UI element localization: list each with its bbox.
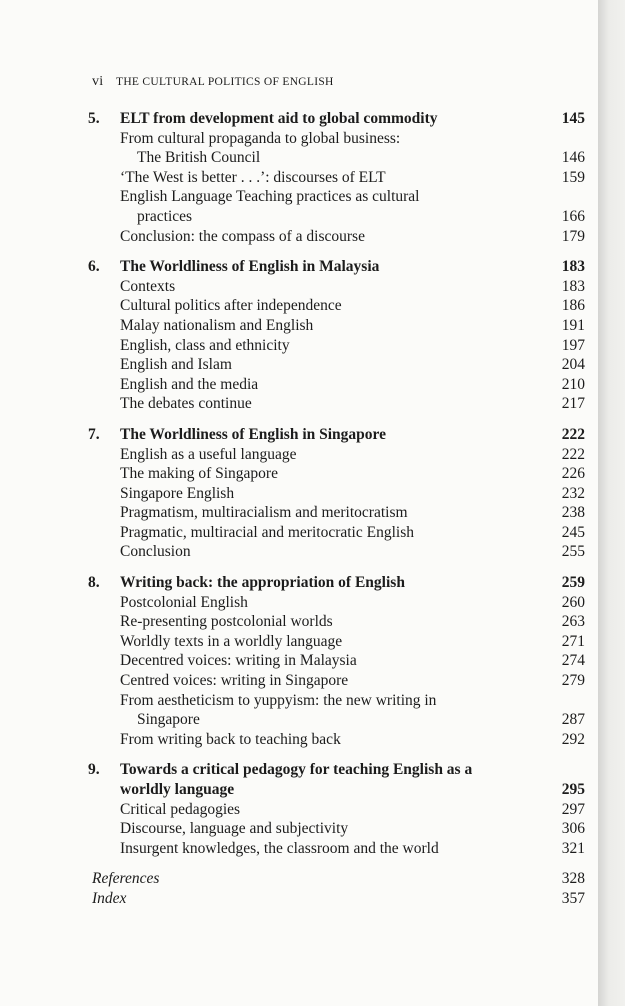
- chapter-title: [120, 425, 539, 445]
- section-title-line: Conclusion: [120, 543, 191, 561]
- section-title: [120, 375, 539, 395]
- section-title-line: English Language Teaching practices as cultural: [120, 188, 420, 206]
- section-entry: [88, 671, 585, 691]
- chapter-block: [88, 109, 585, 246]
- section-page-number: 204: [561, 356, 585, 374]
- section-page-number: 238: [561, 504, 585, 522]
- chapter-number: 5.: [88, 110, 100, 127]
- section-entry: [88, 593, 585, 613]
- section-title: [120, 800, 539, 820]
- section-title-line: Pragmatic, multiracial and meritocratic English: [120, 523, 414, 541]
- back-matter-page-number: 357: [561, 889, 585, 907]
- section-entry: [88, 277, 585, 297]
- section-title-line: Re-presenting postcolonial worlds: [120, 613, 333, 631]
- section-title: [120, 503, 539, 523]
- section-title: [120, 691, 539, 730]
- section-page-number: 183: [561, 277, 585, 295]
- section-entry: [88, 445, 585, 465]
- section-page-number: 197: [561, 336, 585, 354]
- chapter-title-line: Writing back: the appropriation of English: [120, 574, 405, 592]
- section-page-number: 179: [561, 227, 585, 245]
- section-title-line: From aestheticism to yuppyism: the new writing in: [120, 691, 437, 709]
- chapter-title-line: The Worldliness of English in Singapore: [120, 425, 387, 443]
- section-entry: [88, 819, 585, 839]
- section-title: [120, 464, 539, 484]
- section-entry: [88, 632, 585, 652]
- section-title: [120, 187, 539, 226]
- chapter-title: [120, 760, 539, 799]
- section-title: [120, 730, 539, 750]
- section-page-number: 245: [561, 523, 585, 541]
- section-entry: [88, 355, 585, 375]
- chapter-heading: [88, 425, 585, 445]
- running-head: [92, 74, 334, 90]
- section-title-line: practices: [137, 207, 193, 225]
- chapter-block: [88, 760, 585, 858]
- section-title-line: The debates continue: [120, 395, 252, 413]
- section-entry: [88, 691, 585, 730]
- section-title-line: Conclusion: the compass of a discourse: [120, 227, 365, 245]
- section-title-line: Malay nationalism and English: [120, 316, 314, 334]
- section-entry: [88, 316, 585, 336]
- section-title: [120, 336, 539, 356]
- back-matter-title: Index: [92, 889, 127, 907]
- section-title-line: ‘The West is better . . .’: discourses of ELT: [120, 168, 386, 186]
- chapter-page-number: 222: [561, 425, 585, 443]
- section-title-line: English, class and ethnicity: [120, 336, 290, 354]
- section-title-line: English and Islam: [120, 356, 232, 374]
- section-title: [120, 484, 539, 504]
- section-title: [120, 296, 539, 316]
- chapter-number: 7.: [88, 425, 100, 443]
- section-title: [120, 839, 539, 859]
- section-entry: [88, 523, 585, 543]
- section-page-number: 271: [561, 632, 585, 650]
- section-title-line: Worldly texts in a worldly language: [120, 632, 343, 650]
- section-title: [120, 612, 539, 632]
- back-matter-page-number: 328: [561, 870, 585, 888]
- section-title-line: The making of Singapore: [120, 465, 278, 483]
- section-entry: [88, 129, 585, 168]
- chapter-heading: [88, 109, 585, 129]
- section-entry: [88, 168, 585, 188]
- table-of-contents: [88, 109, 585, 909]
- chapter-page-number: 183: [561, 258, 585, 276]
- section-title: [120, 632, 539, 652]
- chapter-title-line: ELT from development aid to global commodity: [120, 110, 438, 127]
- section-page-number: 292: [561, 730, 585, 748]
- section-title: [120, 168, 539, 188]
- section-title-line: The British Council: [137, 149, 261, 167]
- chapter-list: [88, 109, 585, 858]
- chapter-title: [120, 573, 539, 593]
- section-title-line: Pragmatism, multiracialism and meritocratism: [120, 504, 408, 522]
- section-entry: [88, 464, 585, 484]
- chapter-block: [88, 425, 585, 562]
- chapter-title: [120, 257, 539, 277]
- header-title: THE CULTURAL POLITICS OF ENGLISH: [116, 76, 334, 88]
- section-page-number: 306: [561, 820, 585, 838]
- section-page-number: 222: [561, 445, 585, 463]
- section-entry: [88, 375, 585, 395]
- chapter-block: [88, 257, 585, 414]
- section-entry: [88, 503, 585, 523]
- section-page-number: 191: [561, 316, 585, 334]
- section-title: [120, 593, 539, 613]
- section-title: [120, 227, 539, 247]
- section-page-number: 186: [561, 297, 585, 315]
- section-title-line: English and the media: [120, 375, 259, 393]
- section-entry: [88, 839, 585, 859]
- chapter-number: 6.: [88, 258, 100, 276]
- chapter-title: [120, 109, 539, 129]
- section-page-number: 274: [561, 652, 585, 670]
- section-entry: [88, 484, 585, 504]
- section-title-line: From cultural propaganda to global business:: [120, 129, 401, 147]
- section-page-number: 226: [561, 465, 585, 483]
- back-matter-title: References: [92, 870, 160, 888]
- section-entry: [88, 336, 585, 356]
- section-title-line: From writing back to teaching back: [120, 730, 341, 748]
- section-page-number: 232: [561, 484, 585, 502]
- back-matter-entry: [88, 889, 585, 909]
- section-title: [120, 523, 539, 543]
- section-page-number: 166: [561, 207, 585, 225]
- section-title: [120, 819, 539, 839]
- header-page-number: vi: [92, 74, 104, 89]
- section-page-number: 263: [561, 613, 585, 631]
- chapter-heading: [88, 257, 585, 277]
- section-title-line: Singapore English: [120, 484, 235, 502]
- section-page-number: 279: [561, 672, 585, 690]
- chapter-page-number: 295: [561, 781, 585, 798]
- chapter-number: 8.: [88, 574, 100, 592]
- section-title: [120, 355, 539, 375]
- section-title: [120, 394, 539, 414]
- section-entry: [88, 296, 585, 316]
- section-title-line: Centred voices: writing in Singapore: [120, 672, 349, 690]
- section-page-number: 210: [561, 375, 585, 393]
- chapter-number: 9.: [88, 761, 100, 779]
- section-entry: [88, 542, 585, 562]
- section-page-number: 255: [561, 543, 585, 561]
- section-title: [120, 277, 539, 297]
- section-page-number: 159: [561, 168, 585, 186]
- section-page-number: 297: [561, 800, 585, 818]
- chapter-block: [88, 573, 585, 749]
- section-title-line: Critical pedagogies: [120, 800, 241, 818]
- section-page-number: 260: [561, 593, 585, 611]
- back-matter-list: [88, 869, 585, 908]
- section-title-line: Postcolonial English: [120, 593, 248, 611]
- section-title-line: Contexts: [120, 277, 176, 295]
- page-edge-shadow: [598, 0, 625, 1006]
- section-page-number: 321: [561, 839, 585, 857]
- section-entry: [88, 612, 585, 632]
- section-title-line: Singapore: [137, 711, 200, 729]
- chapter-heading: [88, 573, 585, 593]
- section-entry: [88, 800, 585, 820]
- section-title: [120, 651, 539, 671]
- section-entry: [88, 227, 585, 247]
- section-page-number: 146: [561, 149, 585, 167]
- section-entry: [88, 730, 585, 750]
- chapter-title-line: worldly language: [120, 781, 235, 798]
- section-title: [120, 671, 539, 691]
- section-title: [120, 316, 539, 336]
- back-matter-entry: [88, 869, 585, 889]
- section-page-number: 217: [561, 395, 585, 413]
- section-title-line: Decentred voices: writing in Malaysia: [120, 652, 357, 670]
- section-title: [120, 542, 539, 562]
- chapter-page-number: 145: [561, 110, 585, 127]
- section-title-line: Insurgent knowledges, the classroom and the world: [120, 839, 439, 857]
- section-title: [120, 445, 539, 465]
- chapter-title-line: The Worldliness of English in Malaysia: [120, 258, 380, 276]
- section-page-number: 287: [561, 711, 585, 729]
- chapter-heading: [88, 760, 585, 799]
- chapter-title-line: Towards a critical pedagogy for teaching English as a: [120, 761, 473, 779]
- section-title: [120, 129, 539, 168]
- section-title-line: Discourse, language and subjectivity: [120, 820, 349, 838]
- section-title-line: Cultural politics after independence: [120, 297, 342, 315]
- section-entry: [88, 651, 585, 671]
- section-entry: [88, 394, 585, 414]
- section-title-line: English as a useful language: [120, 445, 297, 463]
- section-entry: [88, 187, 585, 226]
- chapter-page-number: 259: [561, 574, 585, 592]
